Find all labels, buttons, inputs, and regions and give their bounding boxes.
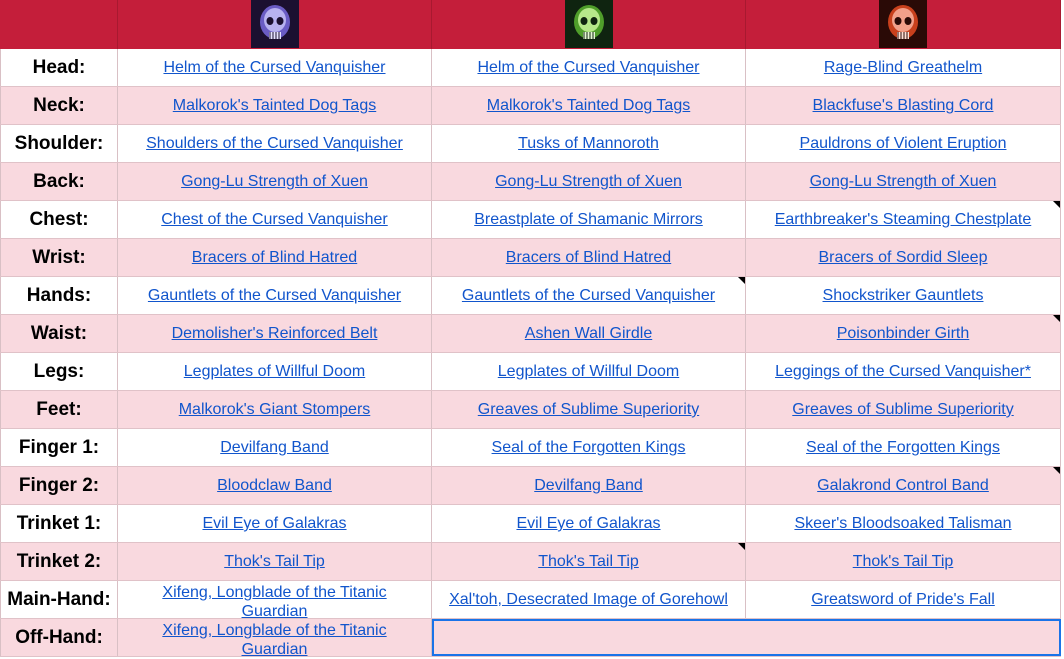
item-link[interactable]: Seal of the Forgotten Kings — [491, 439, 686, 456]
row-neck — [0, 87, 1061, 125]
row-back — [0, 163, 1061, 201]
item-link[interactable]: Pauldrons of Violent Eruption — [799, 135, 1007, 152]
item-link[interactable]: Thok's Tail Tip — [852, 553, 954, 570]
item-link[interactable]: Gong-Lu Strength of Xuen — [495, 173, 682, 190]
slot-label[interactable]: Chest: — [0, 201, 118, 238]
item-link[interactable]: Devilfang Band — [534, 477, 643, 494]
spec-header-row — [0, 0, 1061, 49]
slot-label[interactable]: Legs: — [0, 353, 118, 390]
item-link[interactable]: Gong-Lu Strength of Xuen — [181, 173, 368, 190]
item-link[interactable]: Shoulders of the Cursed Vanquisher — [146, 135, 403, 152]
item-link[interactable]: Legplates of Willful Doom — [497, 363, 680, 380]
item-link[interactable]: Greaves of Sublime Superiority — [477, 401, 700, 418]
item-link[interactable]: Devilfang Band — [220, 439, 329, 456]
item-link[interactable]: Chest of the Cursed Vanquisher — [161, 211, 388, 228]
slot-label[interactable]: Trinket 1: — [0, 505, 118, 542]
slot-label[interactable]: Shoulder: — [0, 125, 118, 162]
row-shoulder — [0, 125, 1061, 163]
item-link[interactable]: Gauntlets of the Cursed Vanquisher — [461, 287, 716, 304]
item-link[interactable]: Leggings of the Cursed Vanquisher* — [775, 363, 1031, 380]
row-finger-2 — [0, 467, 1061, 505]
row-wrist — [0, 239, 1061, 277]
item-link[interactable]: Bracers of Sordid Sleep — [818, 249, 988, 266]
item-link[interactable]: Greaves of Sublime Superiority — [792, 401, 1014, 418]
row-feet — [0, 391, 1061, 429]
header-corner-cell[interactable] — [0, 0, 118, 49]
item-link[interactable]: Gong-Lu Strength of Xuen — [809, 173, 997, 190]
item-link[interactable]: Bracers of Blind Hatred — [505, 249, 672, 266]
item-link[interactable]: Evil Eye of Galakras — [202, 515, 347, 532]
slot-label[interactable]: Off-Hand: — [0, 619, 118, 656]
slot-label[interactable]: Finger 1: — [0, 429, 118, 466]
slot-label[interactable]: Finger 2: — [0, 467, 118, 504]
item-link[interactable]: Rage-Blind Greathelm — [823, 59, 983, 76]
item-link[interactable]: Bracers of Blind Hatred — [191, 249, 358, 266]
red-skull-icon — [879, 0, 927, 48]
row-hands — [0, 277, 1061, 315]
slot-label[interactable]: Neck: — [0, 87, 118, 124]
item-link[interactable]: Greatsword of Pride's Fall — [811, 591, 995, 608]
item-link[interactable]: Gauntlets of the Cursed Vanquisher — [147, 287, 402, 304]
slot-label[interactable]: Wrist: — [0, 239, 118, 276]
header-cell-spec-3[interactable] — [746, 0, 1061, 49]
item-link[interactable]: Xal'toh, Desecrated Image of Gorehowl — [449, 591, 728, 608]
item-link[interactable]: Thok's Tail Tip — [538, 553, 639, 570]
header-cell-spec-1[interactable] — [118, 0, 432, 49]
item-link[interactable]: Helm of the Cursed Vanquisher — [163, 59, 386, 76]
item-link[interactable]: Ashen Wall Girdle — [524, 325, 653, 342]
item-link[interactable]: Demolisher's Reinforced Belt — [171, 325, 378, 342]
slot-label[interactable]: Main-Hand: — [0, 581, 118, 618]
row-chest — [0, 201, 1061, 239]
item-link[interactable]: Galakrond Control Band — [817, 477, 989, 494]
row-head — [0, 49, 1061, 87]
purple-skull-icon — [251, 0, 299, 48]
item-link[interactable]: Xifeng, Longblade of the Titanic Guardian — [162, 622, 387, 656]
row-trinket-1 — [0, 505, 1061, 543]
slot-label[interactable]: Head: — [0, 49, 118, 86]
row-main-hand — [0, 581, 1061, 619]
item-link[interactable]: Malkorok's Giant Stompers — [178, 401, 371, 418]
slot-label[interactable]: Waist: — [0, 315, 118, 352]
item-link[interactable]: Earthbreaker's Steaming Chestplate — [774, 211, 1032, 228]
slot-label[interactable]: Hands: — [0, 277, 118, 314]
item-link[interactable]: Breastplate of Shamanic Mirrors — [474, 211, 703, 228]
item-link[interactable]: Blackfuse's Blasting Cord — [812, 97, 994, 114]
item-link[interactable]: Skeer's Bloodsoaked Talisman — [794, 515, 1012, 532]
row-off-hand — [0, 619, 1061, 657]
item-link[interactable]: Shockstriker Gauntlets — [822, 287, 984, 304]
row-trinket-2 — [0, 543, 1061, 581]
header-cell-spec-2[interactable] — [432, 0, 746, 49]
item-link[interactable]: Helm of the Cursed Vanquisher — [477, 59, 700, 76]
item-link[interactable]: Xifeng, Longblade of the Titanic Guardian — [162, 584, 387, 618]
selected-cell[interactable] — [432, 619, 1061, 656]
item-link[interactable]: Malkorok's Tainted Dog Tags — [172, 97, 377, 114]
slot-label[interactable]: Trinket 2: — [0, 543, 118, 580]
slot-label[interactable]: Feet: — [0, 391, 118, 428]
item-link[interactable]: Seal of the Forgotten Kings — [806, 439, 1000, 456]
item-link[interactable]: Legplates of Willful Doom — [183, 363, 366, 380]
item-link[interactable]: Malkorok's Tainted Dog Tags — [486, 97, 691, 114]
item-link[interactable]: Thok's Tail Tip — [224, 553, 325, 570]
row-waist — [0, 315, 1061, 353]
slot-label[interactable]: Back: — [0, 163, 118, 200]
row-finger-1 — [0, 429, 1061, 467]
item-link[interactable]: Bloodclaw Band — [217, 477, 332, 494]
row-legs — [0, 353, 1061, 391]
item-link[interactable]: Poisonbinder Girth — [836, 325, 970, 342]
item-link[interactable]: Evil Eye of Galakras — [516, 515, 661, 532]
green-skull-icon — [565, 0, 613, 48]
item-link[interactable]: Tusks of Mannoroth — [518, 135, 659, 152]
